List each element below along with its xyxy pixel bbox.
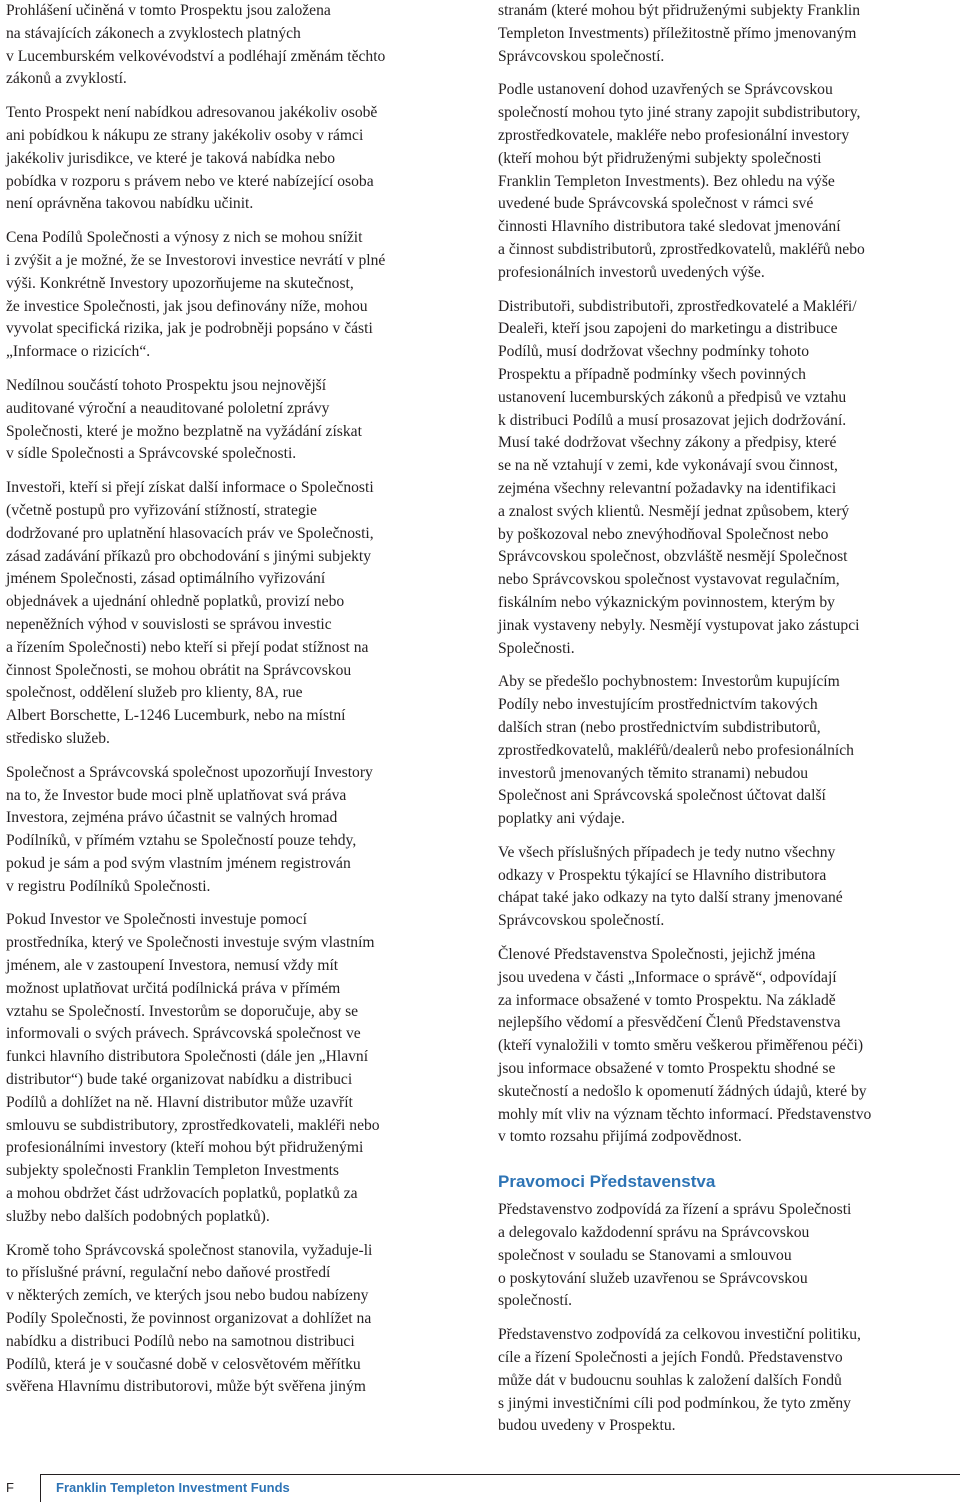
- right-column: [498, 0, 954, 1449]
- paragraph: Představenstvo zodpovídá za celkovou investiční politiku, cíle a řízení Společnosti a jejích Fondů. Představenstvo může dát v budoucnu souhlas k založení dalších Fondů s jinými investičními cíli pod podmínkou, že tyto změny budou uvedeny v Prospektu.: [498, 1326, 861, 1435]
- paragraph: Nedílnou součástí tohoto Prospektu jsou nejnovější auditované výroční a neauditované pololetní zprávy Společnosti, které je možno bezplatně na vyžádání získat v sídle Společnosti a Správcovské společnosti.: [6, 376, 362, 463]
- section-heading: Pravomoci Představenstva: [498, 1172, 716, 1192]
- paragraph: Společnost a Správcovská společnost upozorňují Investory na to, že Investor bude moci plně uplatňovat svá práva Investora, zejména právo účastnit se valných hromad Podílníků, v přímém vztahu se Společností pouze tehdy, pokud je sám a pod svým vlastním jménem registrován v registru Podílníků Společnosti.: [6, 763, 373, 895]
- footer-divider-tick: [40, 1474, 41, 1502]
- paragraph: stranám (které mohou být přidruženými subjekty Franklin Templeton Investments) příležitostně přímo jmenovaným Správcovskou společností.: [498, 2, 861, 65]
- paragraph: Prohlášení učiněná v tomto Prospektu jsou založena na stávajících zákonech a zvyklostech platných v Lucemburském velkovévodství a podléhají změnám těchto zákonů a zvyklostí.: [6, 2, 386, 88]
- paragraph: Kromě toho Správcovská společnost stanovila, vyžaduje-li to příslušné právní, regulační nebo daňové prostředí v některých zemích, ve kterých jsou nebo budou nabízeny Podíly Společnosti, že povinnost organizovat a dohlížet na nabídku a distribuci Podílů nebo na samotnou distribuci Podílů, která je v současné době v celosvětovém měřítku svěřena Hlavnímu distributorovi, může být svěřena jiným: [6, 1241, 373, 1396]
- paragraph: Představenstvo zodpovídá za řízení a správu Společnosti a delegovalo každodenní správu na Správcovskou společnost v souladu se Stanovami a smlouvou o poskytování služeb uzavřenou se Správcovskou společností.: [498, 1201, 852, 1310]
- publication-title: Franklin Templeton Investment Funds: [56, 1480, 290, 1495]
- paragraph: Tento Prospekt není nabídkou adresovanou jakékoliv osobě ani pobídkou k nákupu ze strany jakékoliv osoby v rámci jakékoliv jurisdikce, ve které je taková nabídka nebo pobídka v rozporu s právem nebo ve které nabízející osoba není oprávněna takovou nabídku učinit.: [6, 104, 378, 213]
- paragraph: Pokud Investor ve Společnosti investuje pomocí prostředníka, který ve Společnosti investuje svým vlastním jménem, ale v zastoupení Investora, nemusí vždy mít možnost uplatňovat určitá podílnická práva v přímém vztahu se Společností. Investorům se doporučuje, aby se informovali o svých právech. Správcovská společnost ve funkci hlavního distributora Společnosti (dále jen „Hlavní distributor“) bude také organizovat nabídku a distribuci Podílů a dohlížet na ně. Hlavní distributor může uzavřít smlouvu se subdistributory, zprostředkovateli, makléři nebo profesionálními investory (kteří mohou být přidruženými subjekty společnosti Franklin Templeton Investments a mohou obdržet část udržovacích poplatků, poplatků za služby nebo dalších podobných poplatků).: [6, 911, 380, 1225]
- paragraph: Ve všech příslušných případech je tedy nutno všechny odkazy v Prospektu týkající se Hlavního distributora chápat také jako odkazy na tyto další strany jmenované Správcovskou společností.: [498, 843, 843, 930]
- paragraph: Členové Představenstva Společnosti, jejichž jména jsou uvedena v části „Informace o správě“, odpovídají za informace obsažené v tomto Prospektu. Na základě nejlepšího vědomí a přesvědčení Členů Představenstva (kteří vynaložili v tomto směru veškerou přiměřenou péči) jsou informace obsažené v tomto Prospektu shodné se skutečností a nedošlo k opomenutí žádných údajů, které by mohly mít vliv na význam těchto informací. Představenstvo v tomto rozsahu přijímá zodpovědnost.: [498, 946, 872, 1146]
- left-column: [6, 0, 466, 1410]
- paragraph: Aby se předešlo pochybnostem: Investorům kupujícím Podíly nebo investujícím prostřednictvím takových dalších stran (nebo prostřednictvím subdistributorů, zprostředkovatelů, makléřů/dealerů nebo profesionálních investorů jmenovaných těmito stranami) nebudou Společnost ani Správcovská společnost účtovat další poplatky ani výdaje.: [498, 673, 854, 828]
- footer-divider: [40, 1474, 960, 1475]
- paragraph: Distributoři, subdistributoři, zprostředkovatelé a Makléři/ Dealeři, kteří jsou zapojeni do marketingu a distribuce Podílů, musí dodržovat všechny podmínky tohoto Prospektu a případně podmínky všech povinných ustanovení lucemburských zákonů a předpisů ve vztahu k distribuci Podílů a musí prosazovat jejich dodržování. Musí také dodržovat všechny zákony a předpisy, které se na ně vztahují v zemi, kde vykonávají svou činnost, zejména všechny relevantní požadavky na identifikaci a znalost svých klientů. Nesmějí jednat způsobem, který by poškozoval nebo znevýhodňoval Společnost nebo Správcovskou společnost, obzvláště nesmějí Společnost nebo Správcovskou společnost vystavovat regulačním, fiskálním nebo výkaznickým povinnostem, kterým by jinak vystaveny nebyly. Nesmějí vystupovat jako zástupci Společnosti.: [498, 297, 860, 657]
- paragraph: Podle ustanovení dohod uzavřených se Správcovskou společností mohou tyto jiné strany zapojit subdistributory, zprostředkovatele, makléře nebo profesionální investory (kteří mohou být přidruženými subjekty společnosti Franklin Templeton Investments). Bez ohledu na výše uvedené bude Správcovská společnost v rámci své činnosti Hlavního distributora také sledovat jmenování a činnost subdistributorů, zprostředkovatelů, makléřů nebo profesionálních investorů uvedených výše.: [498, 81, 865, 281]
- page-label: F: [6, 1480, 14, 1495]
- paragraph: Investoři, kteří si přejí získat další informace o Společnosti (včetně postupů pro vyřizování stížností, strategie dodržované pro uplatnění hlasovacích práv ve Společnosti, zásad zadávání příkazů pro obchodování s jinými subjekty jménem Společnosti, zásad optimálního vyřizování objednávek a ujednání ohledně poplatků, provizí nebo nepeněžních výhod v souvislosti se správou investic a řízením Společnosti) nebo kteří si přejí podat stížnost na činnost Společnosti, se mohou obrátit na Správcovskou společnost, oddělení služeb pro klienty, 8A, rue Albert Borschette, L-1246 Lucemburk, nebo na místní středisko služeb.: [6, 479, 374, 747]
- paragraph: Cena Podílů Společnosti a výnosy z nich se mohou snížit i zvýšit a je možné, že se Investorovi investice nevrátí v plné výši. Konkrétně Investory upozorňujeme na skutečnost, že investice Společnosti, jak jsou definovány níže, mohou vyvolat specifická rizika, jak je podrobněji popsáno v části „Informace o rizicích“.: [6, 229, 386, 361]
